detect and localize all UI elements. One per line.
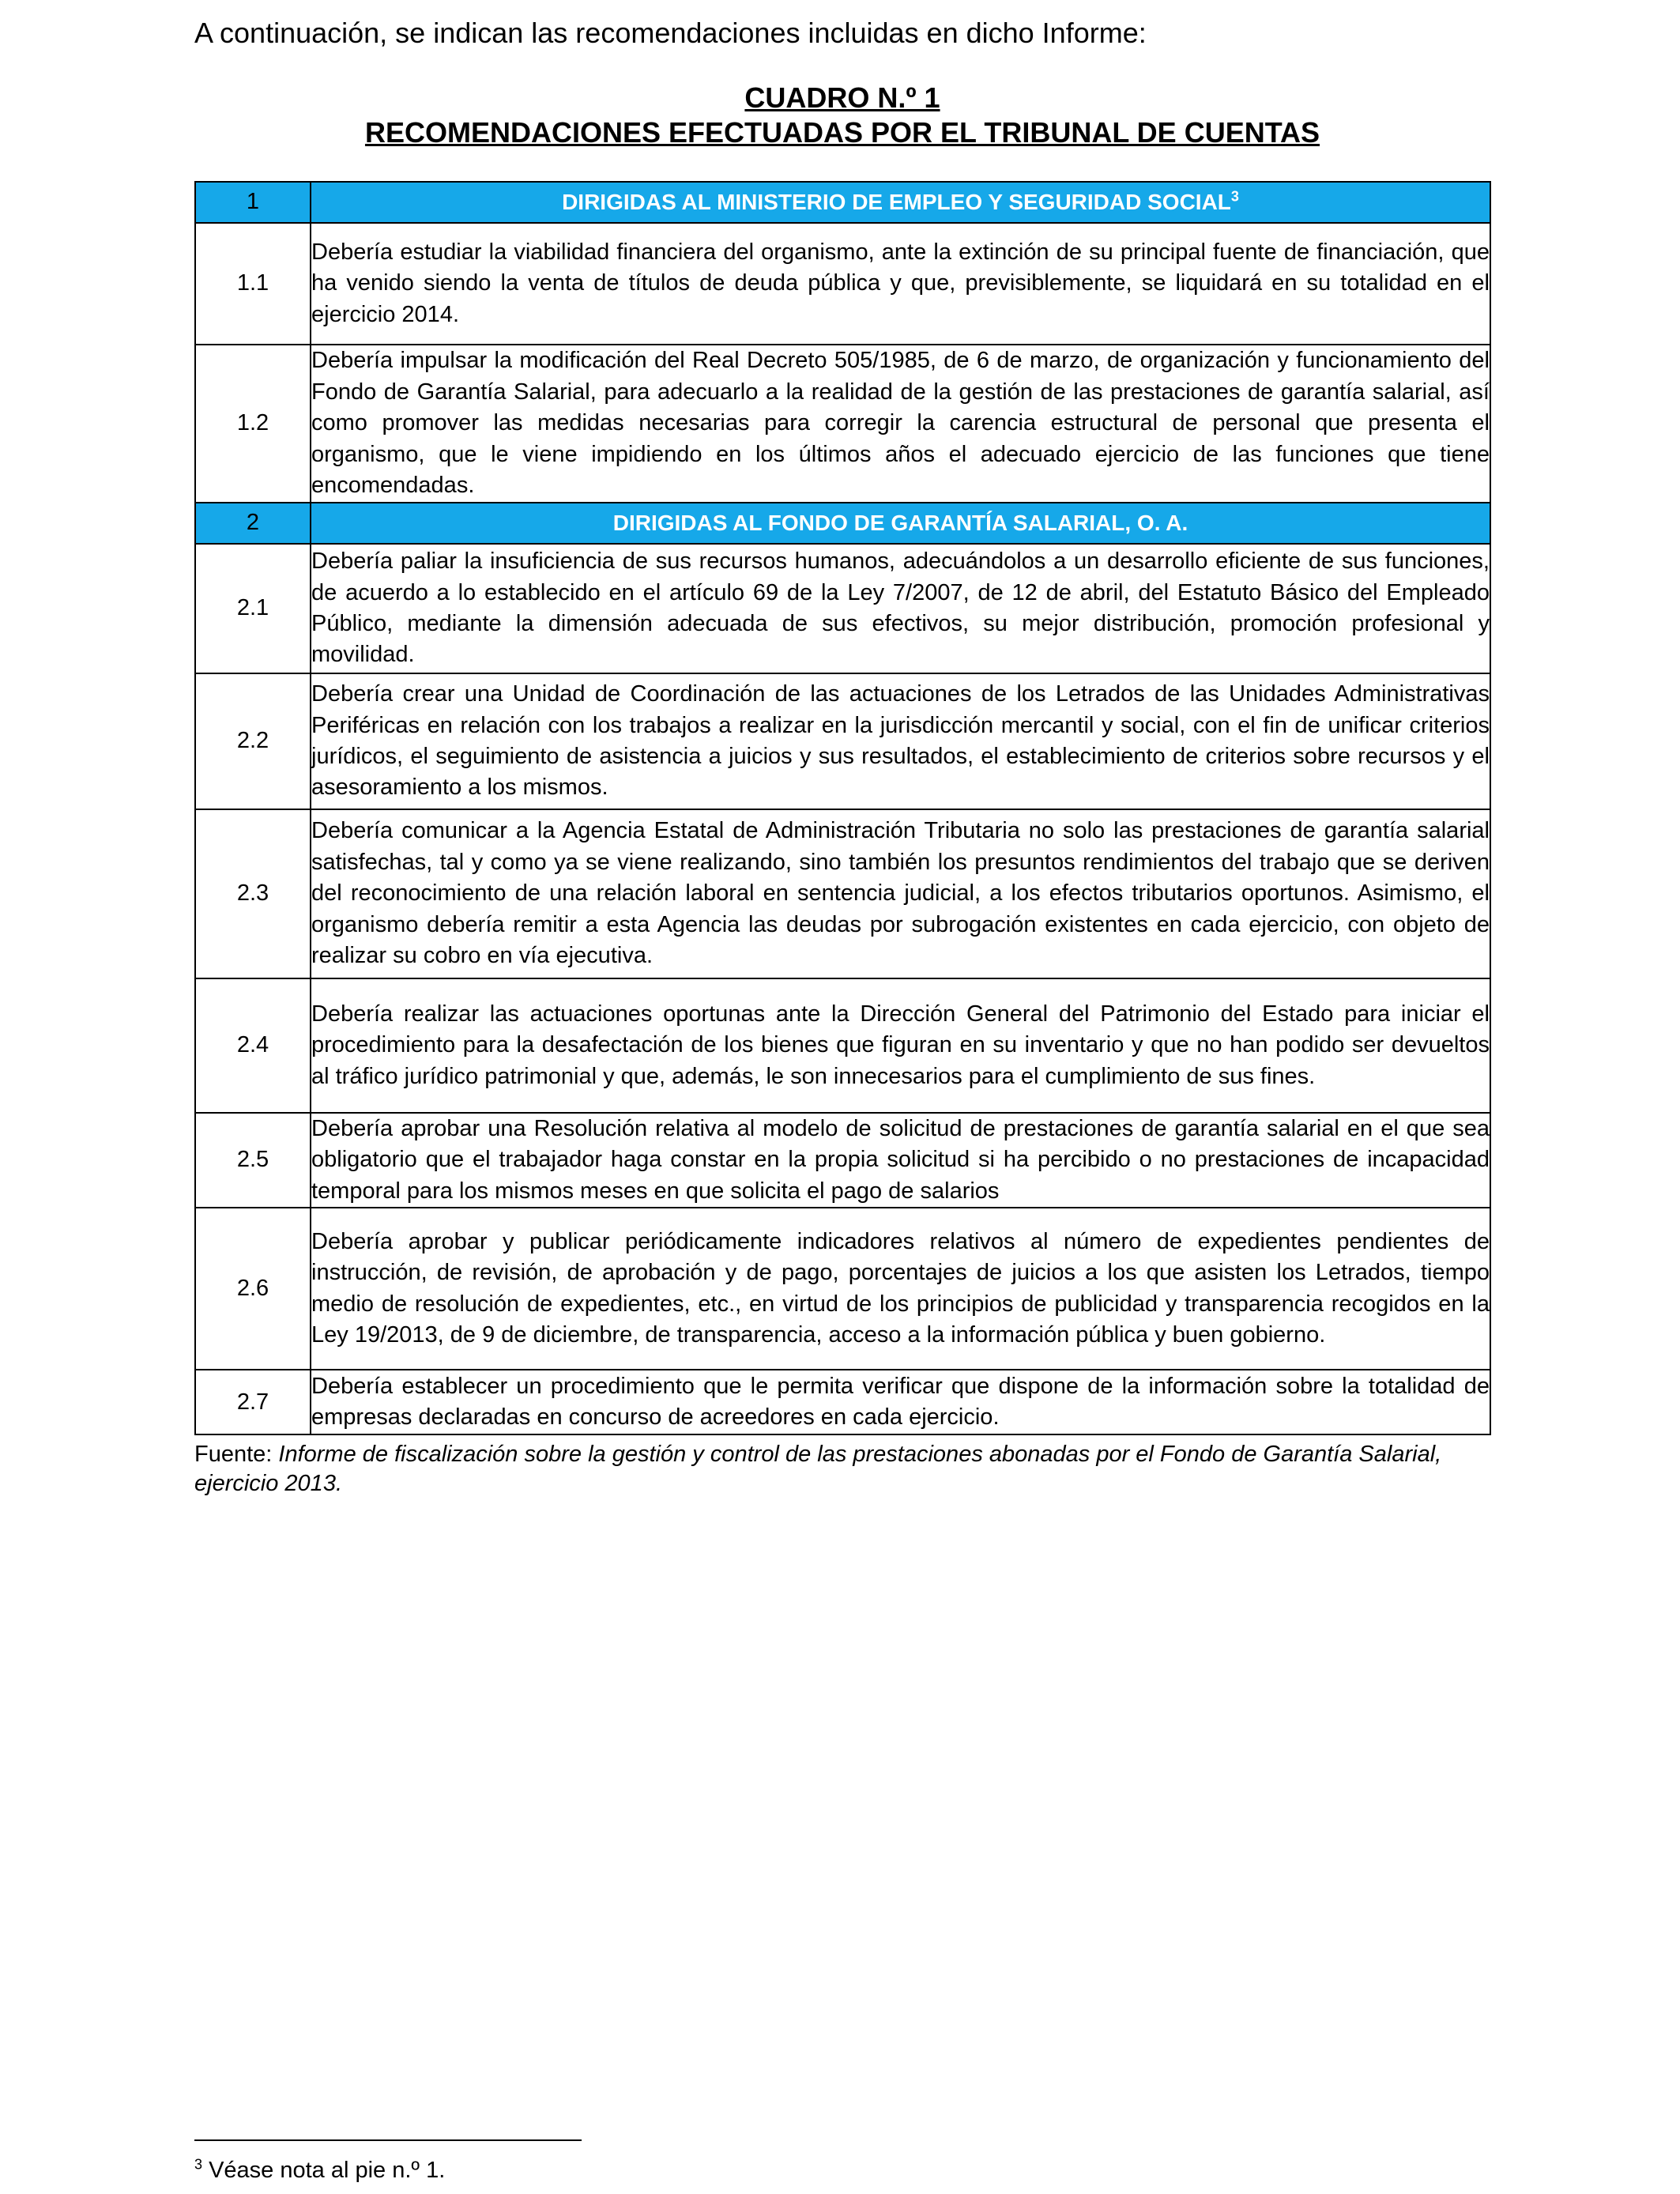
- footnote-mark: 3: [194, 2156, 203, 2173]
- footnote-separator: [194, 2139, 582, 2141]
- row-text: Debería impulsar la modificación del Real Decreto 505/1985, de 6 de marzo, de organización y funcionamiento del Fondo de Garantía Salarial, para adecuarlo a la realidad de la gestión de las prestaciones de garantía salarial, así como promover las medidas necesarias para corregir la carencia estructural de personal que presenta el organismo, que le viene impidiendo en los últimos años el adecuado ejercicio de las funciones que tiene encomendadas.: [311, 345, 1490, 503]
- table-row: [195, 544, 1490, 673]
- source-title: Informe de fiscalización sobre la gestión y control de las prestaciones abonadas por el Fondo de Garantía Salarial, ejercicio 2013.: [194, 1442, 1442, 1496]
- table-row: [195, 345, 1490, 503]
- table-row: [195, 809, 1490, 978]
- table-source-note: [194, 1440, 1459, 1498]
- section-number: 2: [195, 503, 311, 544]
- source-label: Fuente:: [194, 1442, 279, 1467]
- table-row: [195, 978, 1490, 1113]
- section-title: DIRIGIDAS AL MINISTERIO DE EMPLEO Y SEGURIDAD SOCIAL$^3$: [311, 182, 1490, 223]
- row-text: Debería comunicar a la Agencia Estatal de Administración Tributaria no solo las prestaciones de garantía salarial satisfechas, tal y como ya se viene realizando, sino también los presuntos rendimientos del trabajo que se deriven del reconocimiento de una relación laboral en sentencia judicial, a los efectos tributarios oportunos. Asimismo, el organismo debería remitir a esta Agencia las deudas por subrogación existentes en cada ejercicio, con objeto de realizar su cobro en vía ejecutiva.: [311, 809, 1490, 978]
- row-number: 2.2: [195, 673, 311, 809]
- section-header-row: [195, 503, 1490, 544]
- section-title: DIRIGIDAS AL FONDO DE GARANTÍA SALARIAL, O. A.: [311, 503, 1490, 544]
- row-number: 2.7: [195, 1370, 311, 1434]
- intro-paragraph: A continuación, se indican las recomendaciones incluidas en dicho Informe:: [194, 17, 1147, 49]
- row-text: Debería aprobar y publicar periódicamente indicadores relativos al número de expedientes pendientes de instrucción, de revisión, de aprobación y de pago, porcentajes de juicios a los que asisten los Letrados, tiempo medio de resolución de expedientes, etc., en virtud de los principios de publicidad y transparencia recogidos en la Ley 19/2013, de 9 de diciembre, de transparencia, acceso a la información pública y buen gobierno.: [311, 1208, 1490, 1370]
- row-number: 2.1: [195, 544, 311, 673]
- footnote: [194, 2156, 445, 2185]
- row-text: Debería establecer un procedimiento que le permita verificar que dispone de la información sobre la totalidad de empresas declaradas en concurso de acreedores en cada ejercicio.: [311, 1370, 1490, 1434]
- table-row: [195, 223, 1490, 345]
- table-row: [195, 673, 1490, 809]
- row-text: Debería realizar las actuaciones oportunas ante la Dirección General del Patrimonio del Estado para iniciar el procedimiento para la desafectación de los bienes que figuran en su inventario y que no han podido ser devueltos al tráfico jurídico patrimonial y que, además, le son innecesarios para el cumplimiento de sus fines.: [311, 978, 1490, 1113]
- row-text: Debería aprobar una Resolución relativa al modelo de solicitud de prestaciones de garantía salarial en el que sea obligatorio que el trabajador haga constar en la propia solicitud si ha percibido o no prestaciones de incapacidad temporal para los mismos meses en que solicita el pago de salarios: [311, 1113, 1490, 1208]
- table-caption-title: RECOMENDACIONES EFECTUADAS POR EL TRIBUNAL DE CUENTAS: [364, 116, 1320, 149]
- row-text: Debería crear una Unidad de Coordinación de las actuaciones de los Letrados de las Unidades Administrativas Periféricas en relación con los trabajos a realizar en la jurisdicción mercantil y social, con el fin de unificar criterios jurídicos, el seguimiento de asistencia a juicios y sus resultados, el establecimiento de criterios sobre recursos y el asesoramiento a los mismos.: [311, 673, 1490, 809]
- footnote-text: Véase nota al pie n.º 1.: [202, 2158, 446, 2183]
- table-caption-number: CUADRO N.º 1: [744, 81, 940, 114]
- row-number: 1.2: [195, 345, 311, 503]
- row-number: 2.3: [195, 809, 311, 978]
- table-row: [195, 1208, 1490, 1370]
- row-number: 2.5: [195, 1113, 311, 1208]
- table-row: [195, 1113, 1490, 1208]
- section-header-row: [195, 182, 1490, 223]
- section-number: 1: [195, 182, 311, 223]
- row-text: Debería estudiar la viabilidad financiera del organismo, ante la extinción de su principal fuente de financiación, que ha venido siendo la venta de títulos de deuda pública y que, previsiblemente, se liquidará en su totalidad en el ejercicio 2014.: [311, 223, 1490, 345]
- table-row: [195, 1370, 1490, 1434]
- row-number: 1.1: [195, 223, 311, 345]
- row-number: 2.6: [195, 1208, 311, 1370]
- recommendations-table: [194, 181, 1491, 1435]
- row-text: Debería paliar la insuficiencia de sus recursos humanos, adecuándolos a un desarrollo eficiente de sus funciones, de acuerdo a lo establecido en el artículo 69 de la Ley 7/2007, de 12 de abril, del Estatuto Básico del Empleado Público, mediante la dimensión adecuada de sus efectivos, su mejor distribución, promoción profesional y movilidad.: [311, 544, 1490, 673]
- footnote-reference: 3: [1230, 188, 1239, 205]
- row-number: 2.4: [195, 978, 311, 1113]
